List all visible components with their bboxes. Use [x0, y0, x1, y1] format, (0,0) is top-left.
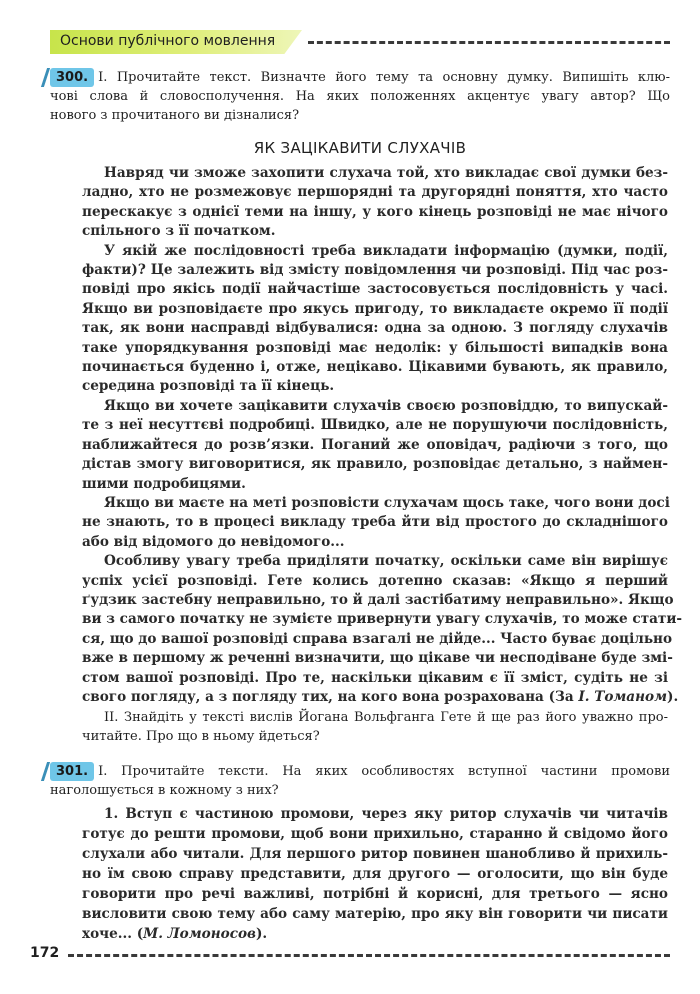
text-line: стом вашої розповіді. Про те, наскільки цікавим є її зміст, судіть не зі — [82, 669, 668, 686]
text-span: ). — [667, 688, 679, 705]
text-line: ґудзик застебну неправильно, то й далі застібатиму неправильно». Якщо — [82, 591, 674, 608]
paragraph — [82, 242, 668, 397]
exercise-number-badge: 300. — [50, 68, 94, 87]
text-line: но їм свою справу представити, для другого — оголосити, що він буде — [82, 866, 668, 882]
task-line: І. Прочитайте текст. Визначте його тему та основну думку. Випишіть клю- — [98, 70, 670, 85]
text-line: Якщо ви маєте на меті розповісти слухачам щось таке, чого вони досі — [104, 494, 670, 511]
text-line: так, як вони насправді відбувалися: одна за одною. З погляду слухачів — [82, 320, 668, 337]
text-line — [82, 924, 668, 944]
text-line: успіх усієї розповіді. Гете колись дотепно сказав: «Якщо я перший — [82, 572, 668, 589]
text-line: те з неї несуттєві подробиці. Швидко, але не порушуючи послідовність, — [82, 417, 668, 434]
text-line: починається буденно і, отже, нецікаво. Цікавими бувають, як правило, — [82, 359, 668, 376]
task-line: нового з прочитаного ви дізналися? — [50, 108, 300, 123]
text-line: У якій же послідовності треба викладати інформацію (думки, події, — [104, 242, 668, 259]
text-line: або від відомого до невідомого... — [82, 533, 345, 550]
text-span: ). — [255, 926, 268, 942]
text-span: свого погляду, а з погляду тих, на кого вона розрахована (За — [82, 688, 579, 705]
exercise-301-task — [50, 762, 670, 800]
text-line: Навряд чи зможе захопити слухача той, хто викладає свої думки без- — [104, 165, 668, 181]
page-number: 172 — [30, 945, 60, 961]
section-title: Основи публічного мовлення — [60, 33, 276, 49]
text-line: вже в першому ж реченні визначити, що цікаве чи несподіване буде змі- — [82, 650, 673, 667]
exercise-301-text — [82, 804, 668, 944]
text-line: Особливу увагу треба приділяти початку, оскільки саме він вирішує — [104, 553, 668, 570]
article-body — [82, 164, 683, 707]
exercise-300-task — [50, 68, 670, 125]
article-title: ЯК ЗАЦІКАВИТИ СЛУХАЧІВ — [253, 139, 467, 157]
text-line: ся, що до вашої розповіді справа взагалі не дійде... Часто буває доцільно — [82, 630, 673, 647]
paragraph — [82, 397, 668, 494]
author-name: М. Ломоносов — [143, 926, 256, 942]
text-line: факти)? Це залежить від змісту повідомлення чи розповіді. Під час роз- — [82, 262, 668, 279]
exercise-number-badge: 301. — [50, 762, 94, 781]
text-line: ладно, хто не розмежовує першорядні та другорядні поняття, хто часто — [82, 184, 668, 201]
author-name: І. Томаном — [578, 688, 668, 705]
task-line: наголошується в кожному з них? — [50, 783, 279, 798]
page-header — [50, 30, 670, 56]
exercise-300-part-2 — [82, 708, 668, 746]
text-span: хоче... ( — [82, 926, 144, 942]
task-line: читайте. Про що в ньому йдеться? — [82, 729, 320, 744]
footer-dash-line — [68, 954, 670, 957]
text-line: спільного з її початком. — [82, 223, 276, 240]
text-line: шими подробицями. — [82, 475, 246, 492]
text-line: 1. Вступ є частиною промови, через яку ритор слухачів чи читачів — [104, 806, 668, 822]
text-line: ви з самого початку не зумієте привернути увагу слухачів, то може стати- — [82, 611, 683, 628]
text-line: Якщо ви хочете зацікавити слухачів своєю розповіддю, то випускай- — [104, 397, 668, 414]
text-line: слухали або читали. Для першого ритор повинен шанобливо й прихиль- — [82, 846, 668, 862]
paragraph — [82, 552, 683, 707]
page-footer — [30, 945, 670, 965]
text-line: дістав змогу виговоритися, як правило, розповідає детально, з наймен- — [82, 456, 668, 473]
text-line: висловити свою тему або саму матерію, про яку він говорити чи писати — [82, 906, 668, 922]
text-line: повіді про якісь події найчастіше застосовується послідовність у часі. — [82, 281, 668, 298]
paragraph — [82, 494, 668, 552]
task-line: ІІ. Знайдіть у тексті вислів Йогана Вольфганга Гете й ще раз його уважно про- — [104, 710, 668, 725]
paragraph — [82, 164, 668, 242]
task-line: І. Прочитайте тексти. На яких особливостях вступної частини промови — [98, 764, 670, 779]
text-line: не знають, то в процесі викладу треба йти від простого до складнішого — [82, 514, 668, 531]
text-line: перескакує з однієї теми на іншу, у кого кінець розповіді не має нічого — [82, 203, 668, 220]
text-line: говорити про речі важливі, потрібні й корисні, для третього — ясно — [82, 886, 668, 902]
text-line: Якщо ви розповідаєте про якусь пригоду, то викладаєте окремо її події — [82, 300, 668, 317]
text-line: наближайтеся до розв’язки. Поганий же оповідач, радіючи з того, що — [82, 436, 668, 453]
text-line: таке упорядкування розповіді має недолік: у більшості випадків вона — [82, 339, 668, 356]
text-line: середина розповіді та її кінець. — [82, 378, 335, 395]
header-dash-line — [308, 41, 670, 44]
task-line: чові слова й словосполучення. На яких положеннях акцентує увагу автор? Що — [50, 89, 670, 104]
text-line: готує до решти промови, щоб вони прихильно, старанно й свідомо його — [82, 826, 668, 842]
text-line — [82, 688, 679, 707]
